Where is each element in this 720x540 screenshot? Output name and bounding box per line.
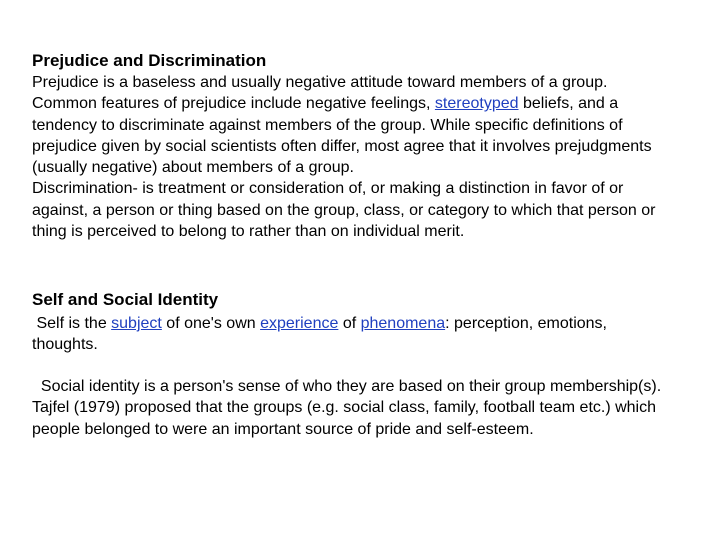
self-text-2: of one's own [161, 315, 261, 332]
self-text-1: Self is the [32, 315, 112, 332]
self-text-4: : perception, emotions, thoughts. [32, 315, 612, 354]
prejudice-heading: Prejudice and Discrimination [32, 51, 267, 70]
subject-link[interactable]: subject [111, 315, 162, 332]
experience-link[interactable]: experience [260, 315, 339, 332]
self-text-3: of [338, 315, 361, 332]
prejudice-text-end: beliefs, and a tendency to discriminate against members of the group. While specific definitions of prejudice given by social scientists often differ, most agree that it involves prejudgments (usually negative) about members of a group. [32, 95, 652, 177]
prejudice-text-start: Prejudice is a baseless and usually negative attitude toward members of a group. Common features of prejudice include negative feelings, [32, 74, 608, 113]
prejudice-paragraph [32, 72, 672, 242]
discrimination-text: Discrimination- is treatment or consideration of, or making a distinction in favor of or against, a person or thing based on the group, class, or category to which that person or thing is perceived to belong to rather than on individual merit. [32, 180, 656, 241]
phenomena-link[interactable]: phenomena [360, 315, 446, 332]
self-paragraph [32, 313, 672, 356]
stereotyped-link[interactable]: stereotyped [434, 95, 519, 113]
social-identity-paragraph: Social identity is a person's sense of who they are based on their group membership(s). Tajfel (1979) proposed that the groups (e.g. social class, family, football team etc.) which people belonged to were an important source of pride and self-esteem. [32, 378, 666, 438]
self-identity-heading: Self and Social Identity [32, 290, 219, 309]
